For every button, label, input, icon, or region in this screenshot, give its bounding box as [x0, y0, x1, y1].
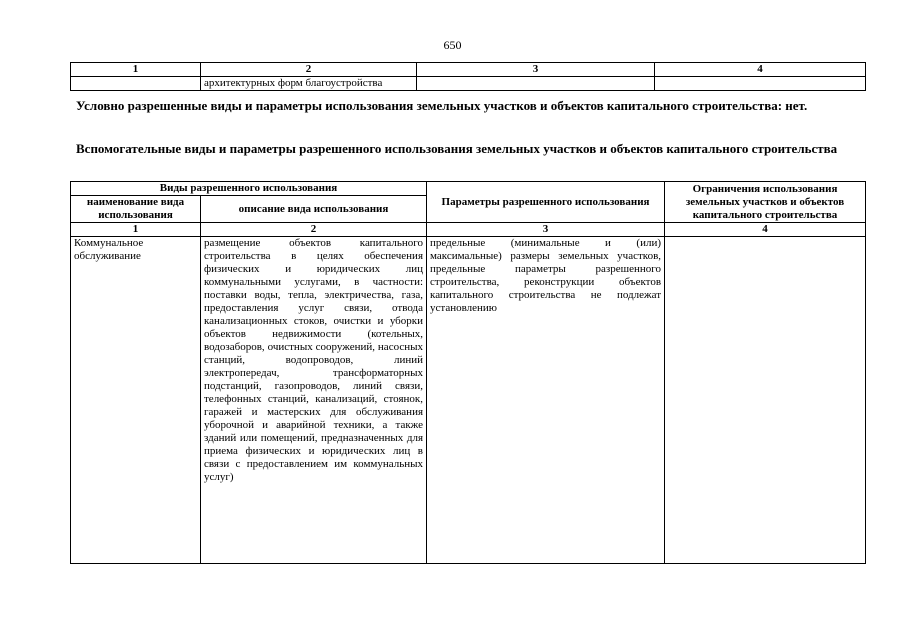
column-number: 2	[201, 63, 417, 77]
column-number: 4	[655, 63, 866, 77]
table-cell	[655, 77, 866, 91]
table-row	[71, 237, 866, 564]
section-heading-auxiliary: Вспомогательные виды и параметры разрешенного использования земельных участков и объектов капитального строительства	[76, 141, 838, 156]
column-number: 3	[417, 63, 655, 77]
continuation-table	[70, 62, 866, 91]
header-cell-use-types: Виды разрешенного использования	[71, 182, 427, 196]
table-cell	[71, 77, 201, 91]
column-number: 2	[201, 223, 427, 237]
table-number-row	[71, 63, 866, 77]
restrictions-cell	[665, 237, 866, 564]
table-cell: архитектурных форм благоустройства	[201, 77, 417, 91]
permitted-use-table	[70, 181, 866, 564]
header-cell-restrictions: Ограничения использования земельных участков и объектов капитального строительства	[665, 182, 866, 223]
parameters-cell: предельные (минимальные и (или) максимальные) размеры земельных участков, предельные параметры разрешенного строительства, реконструкции объектов капитального строительства не подлежат установлению	[427, 237, 665, 564]
table-cell	[417, 77, 655, 91]
table-row	[71, 77, 866, 91]
column-number: 1	[71, 63, 201, 77]
column-number: 4	[665, 223, 866, 237]
header-cell-parameters: Параметры разрешенного использования	[427, 182, 665, 223]
table-number-row	[71, 223, 866, 237]
section-heading-conditional: Условно разрешенные виды и параметры использования земельных участков и объектов капитального строительства: нет.	[76, 98, 808, 113]
column-number: 1	[71, 223, 201, 237]
header-cell-use-name: наименование вида использования	[71, 196, 201, 223]
use-description-cell: размещение объектов капитального строительства в целях обеспечения физических и юридических лиц коммунальными услугами, в частности: поставки воды, тепла, электричества, газа, предоставления услуг связи, отвода канализационных стоков, очистки и уборки объектов недвижимости (котельных, водозаборов, очистных сооружений, насосных станций, водопроводов, линий электропередач, трансформаторных подстанций, газопроводов, линий связи, телефонных станций, канализаций, стоянок, гаражей и мастерских для обслуживания уборочной и аварийной техники, а также зданий или помещений, предназначенных для приема физических и юридических лиц в связи с предоставлением им коммунальных услуг)	[201, 237, 427, 564]
column-number: 3	[427, 223, 665, 237]
page-number: 650	[443, 38, 462, 52]
table-header-row	[71, 182, 866, 196]
header-cell-use-description: описание вида использования	[201, 196, 427, 223]
use-name-cell: Коммунальное обслуживание	[71, 237, 201, 564]
